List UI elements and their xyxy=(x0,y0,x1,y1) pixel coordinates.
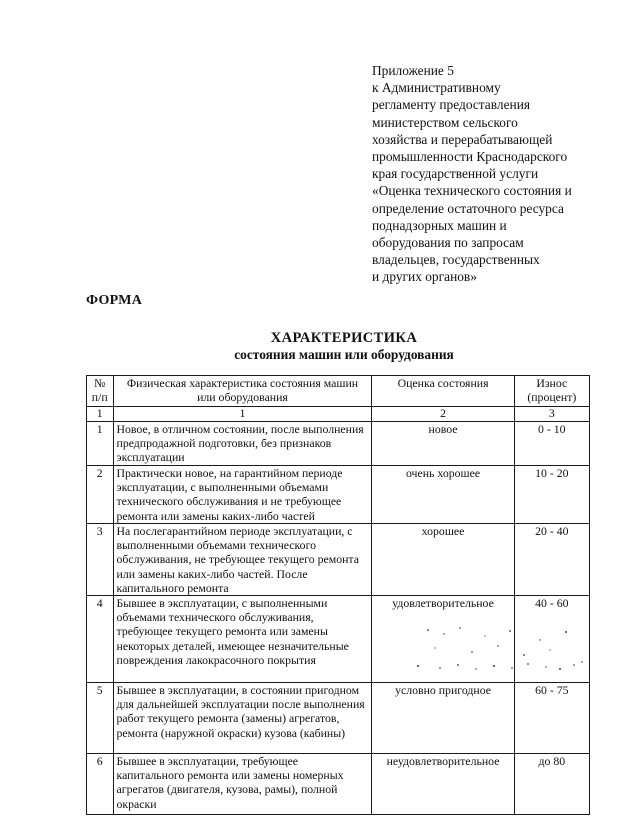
document-subtitle: состояния машин или оборудования xyxy=(234,347,454,362)
row-description: На послегарантийном периоде эксплуатации, с выполненными объемами технического обслуживания, не требующее текущего ремонта или замены каких-либо частей. После капитального ремонта xyxy=(113,524,372,596)
row-num: 3 xyxy=(87,524,114,596)
row-num: 5 xyxy=(87,683,114,754)
appendix-line: Приложение 5 xyxy=(372,63,454,78)
header-wear: Износ (процент) xyxy=(514,376,589,407)
header-num: № п/п xyxy=(87,376,114,407)
index-cell: 1 xyxy=(113,407,372,422)
header-description: Физическая характеристика состояния машин или оборудования xyxy=(113,376,372,407)
row-evaluation: удовлетворительное xyxy=(372,596,514,683)
row-description: Бывшее в эксплуатации, требующее капитального ремонта или замены номерных агрегатов (двигателя, кузова, рамы), полной окраски xyxy=(113,754,372,815)
index-cell: 2 xyxy=(372,407,514,422)
row-num: 2 xyxy=(87,466,114,524)
row-description: Бывшее в эксплуатации, в состоянии пригодном для дальнейшей эксплуатации после выполнения работ текущего ремонта (замены) агрегатов, ремонта (наружной окраски) кузова (кабины) xyxy=(113,683,372,754)
appendix-line: поднадзорных машин и xyxy=(372,217,507,233)
appendix-line: к Административному xyxy=(372,80,501,96)
row-evaluation: новое xyxy=(372,422,514,466)
document-title: ХАРАКТЕРИСТИКА xyxy=(270,330,418,346)
index-cell: 3 xyxy=(514,407,589,422)
table-row xyxy=(87,596,590,683)
row-num: 4 xyxy=(87,596,114,683)
appendix-line: края государственной услуги xyxy=(372,166,539,182)
row-wear: 60 - 75 xyxy=(514,683,589,754)
appendix-line: промышленности Краснодарского xyxy=(372,149,568,165)
table-row xyxy=(87,422,590,466)
appendix-line: определение остаточного ресурса xyxy=(372,200,564,216)
row-num: 1 xyxy=(87,422,114,466)
header-evaluation: Оценка состояния xyxy=(372,376,514,407)
row-wear: 20 - 40 xyxy=(514,524,589,596)
row-description: Практически новое, на гарантийном периоде эксплуатации, с выполненными объемами технического обслуживания и не требующее ремонта или замены каких-либо частей xyxy=(113,466,372,524)
table-header-row xyxy=(87,376,590,407)
row-evaluation: неудовлетворительное xyxy=(372,754,514,815)
appendix-line: «Оценка технического состояния и xyxy=(372,183,572,199)
row-wear: 40 - 60 xyxy=(514,596,589,683)
row-num: 6 xyxy=(87,754,114,815)
row-description: Новое, в отличном состоянии, после выполнения предпродажной подготовки, без признаков эксплуатации xyxy=(113,422,372,466)
row-evaluation: очень хорошее xyxy=(372,466,514,524)
table-row xyxy=(87,466,590,524)
appendix-line: хозяйства и перерабатывающей xyxy=(372,131,553,147)
appendix-note xyxy=(372,62,632,286)
appendix-line: владельцев, государственных xyxy=(372,252,540,268)
form-label: ФОРМА xyxy=(86,293,143,308)
characteristics-table xyxy=(86,375,590,815)
row-evaluation: хорошее xyxy=(372,524,514,596)
table-row xyxy=(87,524,590,596)
appendix-line: министерством сельского xyxy=(372,114,518,130)
row-wear: 0 - 10 xyxy=(514,422,589,466)
appendix-line: и других органов» xyxy=(372,269,477,285)
table-row xyxy=(87,683,590,754)
row-evaluation: условно пригодное xyxy=(372,683,514,754)
row-description: Бывшее в эксплуатации, с выполненными объемами технического обслуживания, требующее текущего ремонта или замены некоторых деталей, имеющее незначительные повреждения лакокрасочного покрытия xyxy=(113,596,372,683)
row-wear: до 80 xyxy=(514,754,589,815)
row-wear: 10 - 20 xyxy=(514,466,589,524)
table-row xyxy=(87,754,590,815)
index-cell: 1 xyxy=(87,407,114,422)
appendix-line: оборудования по запросам xyxy=(372,235,524,251)
table-index-row xyxy=(87,407,590,422)
appendix-line: регламенту предоставления xyxy=(372,97,531,113)
